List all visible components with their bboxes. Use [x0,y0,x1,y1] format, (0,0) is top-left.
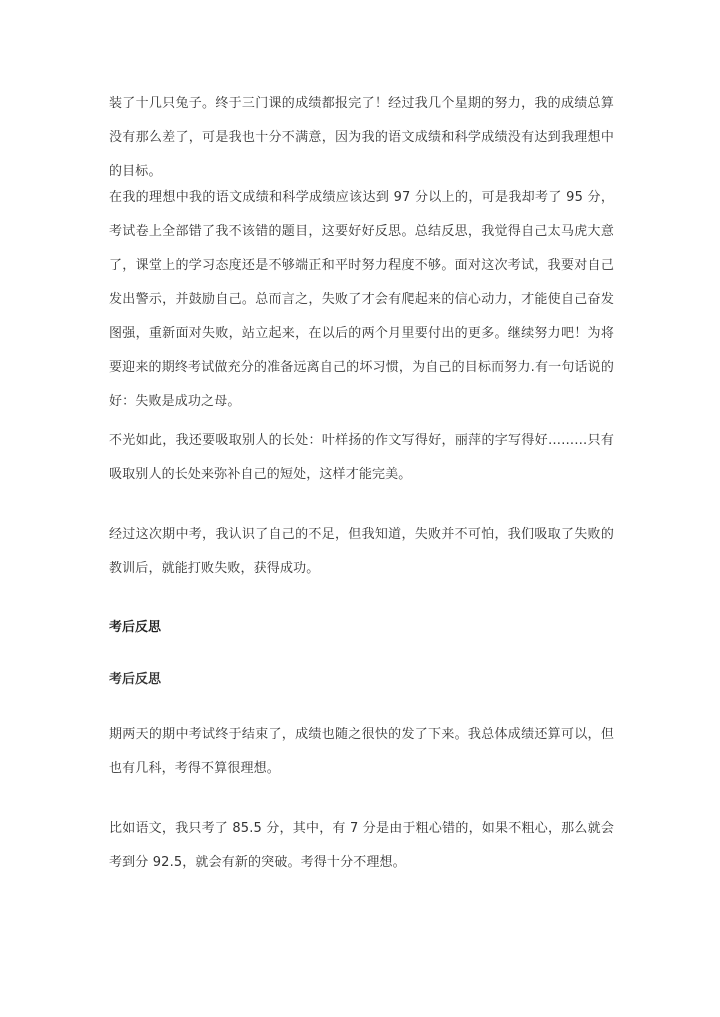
paragraph-exam-results: 装了十几只兔子。终于三门课的成绩都报完了！经过我几个星期的努力，我的成绩总算没有那么差了，可是我也十分不满意，因为我的语文成绩和科学成绩没有达到我理想中的目标。 [109,96,614,179]
paragraph-midterm-over: 期两天的期中考试终于结束了，成绩也随之很快的发了下来。我总体成绩还算可以，但也有几科，考得不算很理想。 [109,727,614,776]
paragraph-chinese-score: 比如语文，我只考了 85.5 分，其中，有 7 分是由于粗心错的，如果不粗心，那么就会考到分 92.5，就会有新的突破。考得十分不理想。 [109,821,614,870]
section-subheading: 考后反思 [109,672,162,687]
paragraph-learn-from-others: 不光如此，我还要吸取别人的长处：叶样扬的作文写得好，丽萍的字写得好………只有吸取别人的长处来弥补自己的短处，这样才能完美。 [109,433,614,482]
paragraph-conclusion: 经过这次期中考，我认识了自己的不足，但我知道，失败并不可怕，我们吸取了失败的教训后，就能打败失败，获得成功。 [109,527,614,576]
section-heading: 考后反思 [109,620,162,635]
paragraph-self-reflection: 在我的理想中我的语文成绩和科学成绩应该达到 97 分以上的，可是我却考了 95 分，考试卷上全部错了我不该错的题目，这要好好反思。总结反思，我觉得自己太马虎大意了，课堂上的学习态度还是不够端正和平时努力程度不够。面对这次考试，我要对自己发出警示，并鼓励自己。总而言之，失败了才会有爬起来的信心动力，才能使自己奋发图强，重新面对失败，站立起来，在以后的两个月里要付出的更多。继续努力吧！为将要迎来的期终考试做充分的准备远离自己的坏习惯，为自己的目标而努力.有一句话说的好：失败是成功之母。 [109,190,614,409]
